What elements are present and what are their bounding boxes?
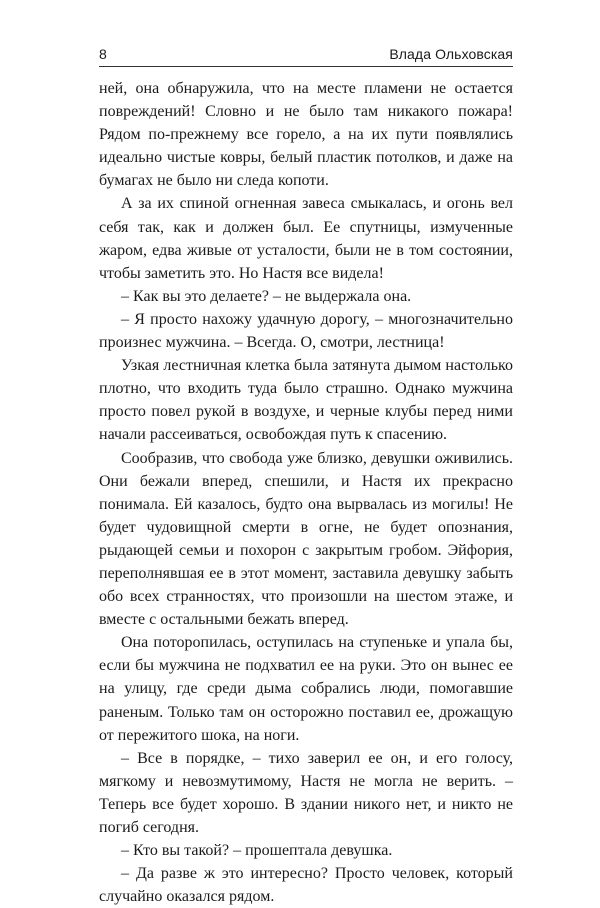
paragraph: – Все в порядке, – тихо заверил ее он, и его голосу, мягкому и невозмутимому, Настя не могла не верить. – Теперь все будет хорошо. В здании никого нет, и никто не погиб сегодня. bbox=[99, 749, 513, 836]
paragraph: ней, она обнаружила, что на месте пламени не остается повреждений! Словно и не было там никакого пожара! Рядом по-прежнему все горело, а на их пути появлялись идеально чистые ковры, белый пластик потолков, и даже на бумагах не было ни следа копоти. bbox=[99, 80, 513, 190]
paragraph: А за их спиной огненная завеса смыкалась, и огонь вел себя так, как и должен был. Ее спутницы, измученные жаром, едва живые от усталости, были не в том состоянии, чтобы заметить это. Но Настя все видела! bbox=[99, 195, 513, 282]
header-rule bbox=[99, 66, 513, 67]
paragraph: – Я просто нахожу удачную дорогу, – многозначительно произнес мужчина. – Всегда. О, смотри, лестница! bbox=[99, 310, 513, 352]
running-head bbox=[99, 44, 513, 66]
page-number: 8 bbox=[99, 46, 107, 62]
paragraph: – Кто вы такой? – прошептала девушка. bbox=[121, 842, 393, 860]
paragraph: Узкая лестничная клетка была затянута дымом настолько плотно, что входить туда было страшно. Однако мужчина просто повел рукой в воздухе, и черные клубы перед ними начали рассеиваться, освобождая путь к спасению. bbox=[99, 357, 513, 444]
body-text bbox=[99, 77, 513, 908]
paragraph: – Как вы это делаете? – не выдержала она. bbox=[121, 287, 412, 305]
paragraph: Сообразив, что свобода уже близко, девушки оживились. Они бежали вперед, спешили, и Настя их прекрасно понимала. Ей казалось, будто она вырвалась из могилы! Не будет чудовищной смерти в огне, не будет опознания, рыдающей семьи и похорон с закрытым гробом. Эйфория, переполнявшая ее в этот момент, заставила девушку забыть обо всех странностях, что произошли на шестом этаже, и вместе с остальными бежать вперед. bbox=[99, 449, 513, 629]
paragraph: – Да разве ж это интересно? Просто человек, который случайно оказался рядом. bbox=[99, 865, 513, 906]
paragraph: Она поторопилась, оступилась на ступеньке и упала бы, если бы мужчина не подхватил ее на руки. Это он вынес ее на улицу, где среди дыма собрались люди, помогавшие раненым. Только там он осторожно поставил ее, дрожащую от пережитого шока, на ноги. bbox=[99, 634, 513, 744]
running-head-author: Влада Ольховская bbox=[389, 46, 513, 62]
